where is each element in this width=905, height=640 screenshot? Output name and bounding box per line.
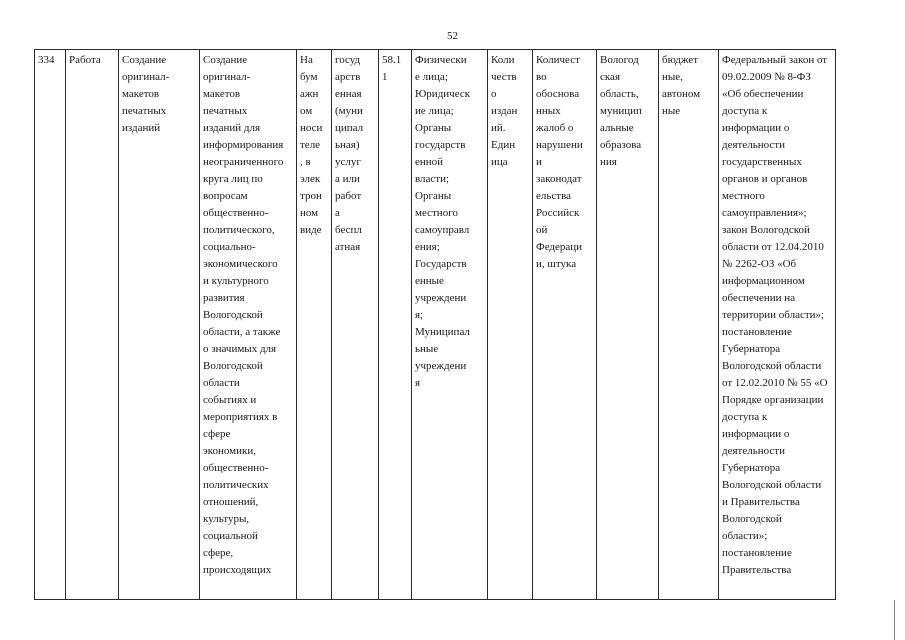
cell-form: На бум ажн ом носи теле , в элек трон ном виде [297,50,332,600]
registry-table [34,49,836,600]
cell-type: Работа [66,50,119,600]
cell-name: Создание оригинал- макетов печатных изданий [119,50,200,600]
scan-edge-mark [894,600,895,640]
cell-content: Создание оригинал- макетов печатных изданий для информирования неограниченного круга лиц по вопросам общественно- политического, социально- экономического и культурного развития Вологодской области, а также о значимых для Вологодской области событиях и мероприятиях в сфере экономики, общественно- политических отношений, культуры, социальной сфере, происходящих [200,50,297,600]
cell-payment: госуд арств енная (муни ципал ьная) услуг а или работ а беспл атная [332,50,379,600]
page-number: 52 [447,30,458,42]
cell-institution-type: бюджет ные, автоном ные [659,50,719,600]
cell-code: 58.1 1 [379,50,412,600]
table-row [35,50,836,600]
cell-territory: Вологод ская область, муницип альные образова ния [597,50,659,600]
cell-number: 334 [35,50,66,600]
cell-legal-basis: Федеральный закон от 09.02.2009 № 8-ФЗ «Об обеспечении доступа к информации о деятельности государственных органов и органов местного самоуправления»; закон Вологодской области от 12.04.2010 № 2262-ОЗ «Об информационном обеспечении на территории области»; постановление Губернатора Вологодской области от 12.02.2010 № 55 «О Порядке организации доступа к информации о деятельности Губернатора Вологодской области и Правительства Вологодской области»; постановление Правительства [719,50,836,600]
cell-consumers: Физически е лица; Юридическ ие лица; Органы государств енной власти; Органы местного самоуправл ения; Государств енные учреждени я; Муниципал ьные учреждени я [412,50,488,600]
cell-quality-indicator: Количест во обоснова нных жалоб о нарушени и законодат ельства Российск ой Федераци и, штука [533,50,597,600]
cell-volume-indicator: Коли честв о издан ий. Един ица [488,50,533,600]
